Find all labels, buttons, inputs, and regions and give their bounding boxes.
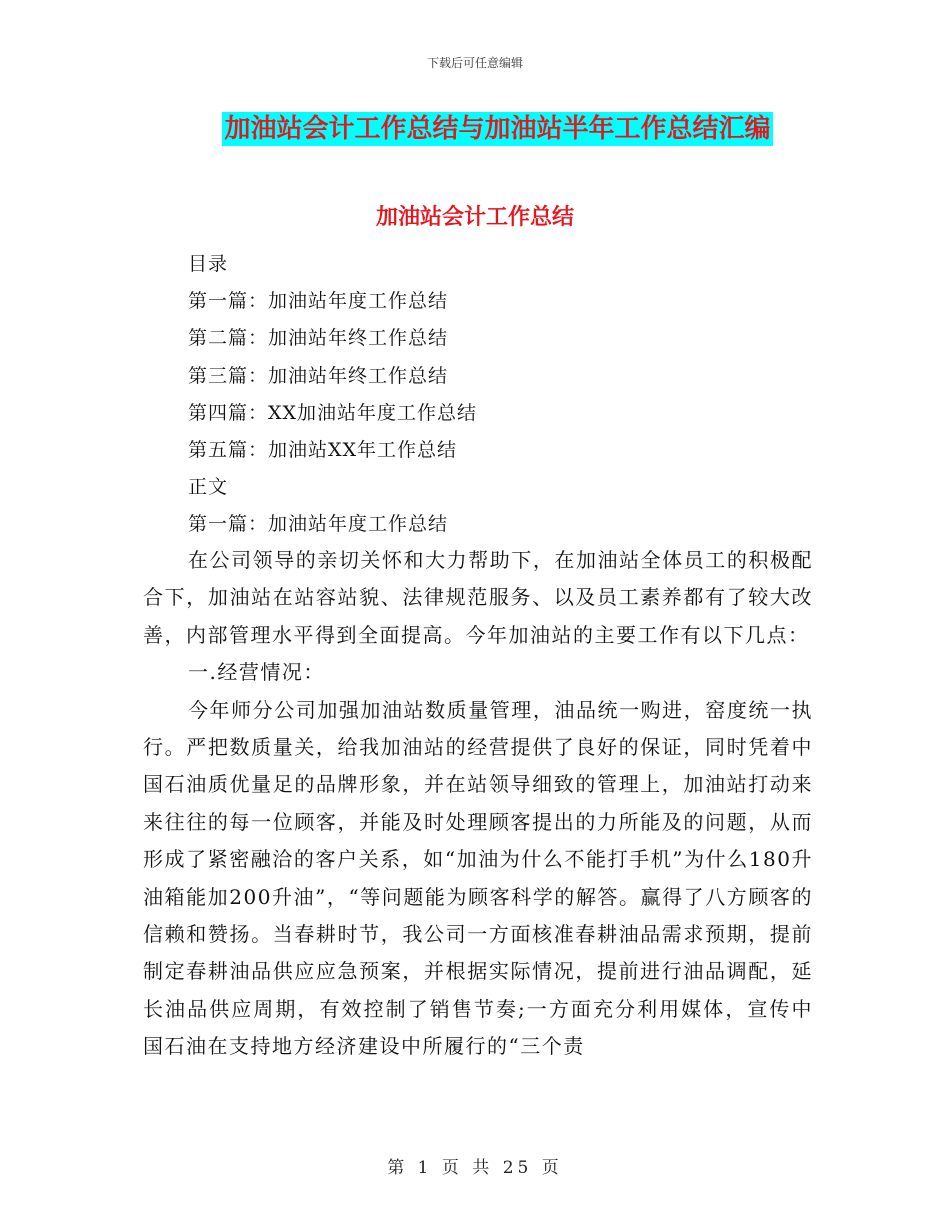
toc-item-5: 第五篇：加油站XX年工作总结: [188, 438, 458, 461]
toc-item-3: 第三篇：加油站年终工作总结: [188, 364, 449, 387]
header-note: 下载后可任意编辑: [426, 56, 523, 70]
toc-item-1: 第一篇：加油站年度工作总结: [188, 290, 449, 313]
main-title: 加油站会计工作总结与加油站半年工作总结汇编: [224, 114, 771, 144]
main-title-wrap: [0, 112, 950, 146]
toc-item-2: 第二篇：加油站年终工作总结: [188, 327, 449, 350]
page-footer: 第 1 页 共 25 页: [387, 1158, 563, 1178]
sub-title: 加油站会计工作总结: [375, 205, 574, 230]
paragraph-section-heading: 一.经营情况：: [188, 660, 325, 685]
paragraph-intro: 在公司领导的亲切关怀和大力帮助下，在加油站全体员工的积极配合下，加油站在站容站貌、法律规范服务、以及员工素养都有了较大改善，内部管理水平得到全面提高。今年加油站的主要工作有以下几点：: [143, 548, 813, 647]
toc-item-4: 第四篇：XX加油站年度工作总结: [188, 401, 478, 424]
paragraph-operations: 今年师分公司加强加油站数质量管理，油品统一购进，窑度统一执行。严把数质量关，给我加油站的经营提供了良好的保证，同时凭着中国石油质优量足的品牌形象，并在站领导细致的管理上，加油站打动来来往往的每一位顾客，并能及时处理顾客提出的力所能及的问题，从而形成了紧密融洽的客户关系，如“加油为什么不能打手机”为什么180升油箱能加200升油”，“等问题能为顾客科学的解答。赢得了八方顾客的信赖和赞扬。当春耕时节，我公司一方面核准春耕油品需求预期，提前制定春耕油品供应应急预案，并根据实际情况，提前进行油品调配，延长油品供应周期，有效控制了销售节奏;一方面充分利用媒体，宣传中国石油在支持地方经济建设中所履行的“三个责: [143, 697, 813, 1059]
table-of-contents: [188, 246, 808, 544]
body-text: [143, 542, 813, 1066]
toc-heading: 目录: [188, 253, 229, 275]
body-heading: 正文: [188, 476, 229, 499]
section-heading: 第一篇：加油站年度工作总结: [188, 513, 449, 536]
